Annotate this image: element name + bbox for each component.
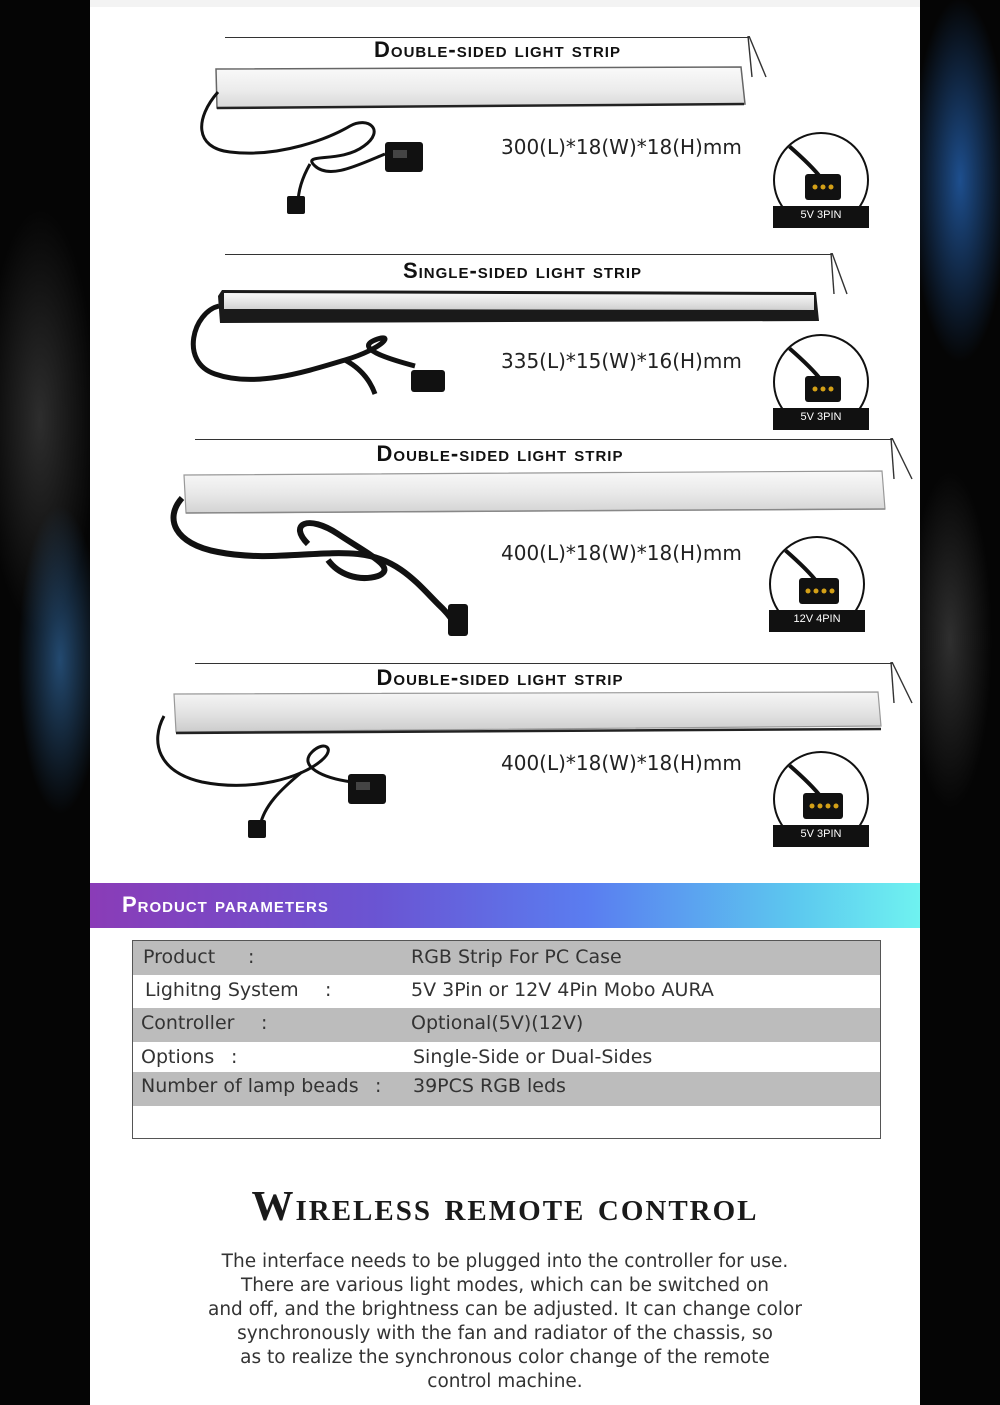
product-section-4: [90, 0, 920, 870]
param-separator: :: [231, 1046, 238, 1068]
dimensions-label: 300(L)*18(W)*18(H)mm: [501, 135, 742, 159]
description-line: The interface needs to be plugged into the controller for use.: [221, 1251, 789, 1272]
param-value: 5V 3Pin or 12V 4Pin Mobo AURA: [411, 979, 714, 1001]
product-page: [90, 0, 920, 1405]
dimensions-label: 335(L)*15(W)*16(H)mm: [501, 349, 742, 373]
param-value: Optional(5V)(12V): [411, 1012, 584, 1034]
right-background: [910, 0, 1000, 1405]
left-background: [0, 0, 90, 1405]
product-title: Single-sided light strip: [402, 258, 643, 283]
product-parameters-banner: [90, 883, 920, 928]
connector-label: 5V 3PIN: [773, 825, 869, 847]
connector-label: 12V 4PIN: [769, 610, 865, 632]
table-row: [133, 941, 880, 975]
dimensions-label: 400(L)*18(W)*18(H)mm: [501, 751, 742, 775]
product-title: Double-sided light strip: [376, 441, 624, 466]
description-line: and off, and the brightness can be adjusted. It can change color: [208, 1299, 802, 1320]
parameters-table: [132, 940, 881, 1139]
description-line: There are various light modes, which can be switched on: [240, 1275, 769, 1296]
description-line: as to realize the synchronous color change of the remote: [240, 1347, 770, 1368]
param-key: Number of lamp beads: [141, 1075, 359, 1097]
param-key: Product: [143, 946, 216, 968]
param-value: RGB Strip For PC Case: [411, 946, 622, 968]
param-value: Single-Side or Dual-Sides: [413, 1046, 653, 1068]
param-key: Lighitng System: [145, 979, 299, 1001]
cable-image: [152, 712, 412, 842]
table-row: [133, 1008, 880, 1042]
section-title: Wireless remote control: [251, 1184, 759, 1230]
product-parameters-title: Product parameters: [122, 892, 329, 917]
param-separator: :: [375, 1075, 382, 1097]
param-separator: :: [248, 946, 255, 968]
dimensions-label: 400(L)*18(W)*18(H)mm: [501, 541, 742, 565]
product-title: Double-sided light strip: [376, 665, 624, 690]
title-tick-icon: [888, 662, 916, 706]
connector-label: 5V 3PIN: [773, 206, 869, 228]
description-line: control machine.: [427, 1371, 583, 1392]
param-key: Options: [141, 1046, 215, 1068]
connector-label: 5V 3PIN: [773, 408, 869, 430]
product-title: Double-sided light strip: [374, 37, 621, 62]
param-value: 39PCS RGB leds: [413, 1075, 566, 1097]
table-row: [133, 975, 880, 1008]
title-rule: [195, 663, 893, 664]
param-key: Controller: [141, 1012, 235, 1034]
table-row: [133, 1072, 880, 1106]
param-separator: :: [261, 1012, 268, 1034]
table-row: [133, 1042, 880, 1072]
param-separator: :: [325, 979, 332, 1001]
connector-badge: [773, 751, 869, 847]
section-description: [90, 1250, 920, 1394]
description-line: synchronously with the fan and radiator of the chassis, so: [237, 1323, 773, 1344]
